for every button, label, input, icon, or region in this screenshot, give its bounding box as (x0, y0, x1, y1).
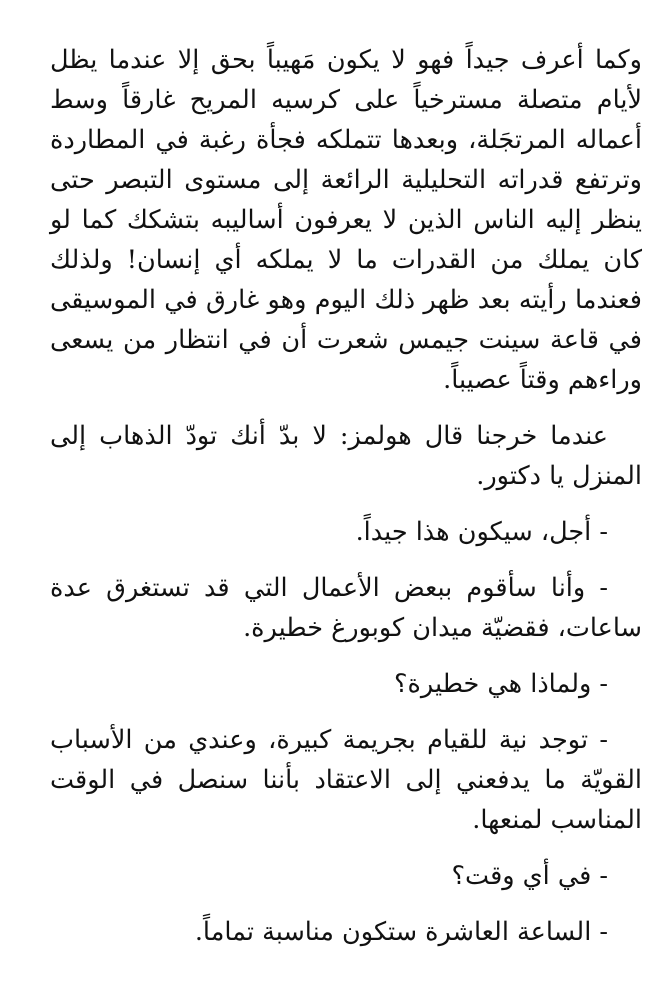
dialogue-line-2: - وأنا سأقوم ببعض الأعمال التي قد تستغرق عدة ساعات، فقضيّة ميدان كوبورغ خطيرة. (50, 573, 642, 643)
dialogue-line-5: - في أي وقت؟ (451, 861, 608, 891)
dialogue-line-4: - توجد نية للقيام بجريمة كبيرة، وعندي من الأسباب القويّة ما يدفعني إلى الاعتقاد بأننا سنصل في الوقت المناسب لمنعها. (50, 725, 642, 835)
paragraph-holmes-speech: عندما خرجنا قال هولمز: لا بدّ أنك تودّ الذهاب إلى المنزل يا دكتور. (50, 421, 642, 491)
dialogue-line-1: - أجل، سيكون هذا جيداً. (355, 517, 608, 547)
book-page (50, 40, 642, 968)
dialogue-line-6: - الساعة العاشرة ستكون مناسبة تماماً. (194, 917, 608, 947)
paragraph-narration: وكما أعرف جيداً فهو لا يكون مَهيباً بحق إلا عندما يظل لأيام متصلة مسترخياً على كرسيه المريح غارقاً وسط أعماله المرتجَلة، وبعدها تتملكه فجأة رغبة في المطاردة وترتفع قدراته التحليلية الرائعة إلى مستوى التبصر حتى ينظر إليه الناس الذين لا يعرفون أساليبه بتشكك كما لو كان يملك من القدرات ما لا يملكه أي إنسان! ولذلك فعندما رأيته بعد ظهر ذلك اليوم وهو غارق في الموسيقى في قاعة سينت جيمس شعرت أن في انتظار من يسعى وراءهم وقتاً عصيباً. (50, 45, 642, 395)
dialogue-line-3: - ولماذا هي خطيرة؟ (393, 669, 608, 699)
